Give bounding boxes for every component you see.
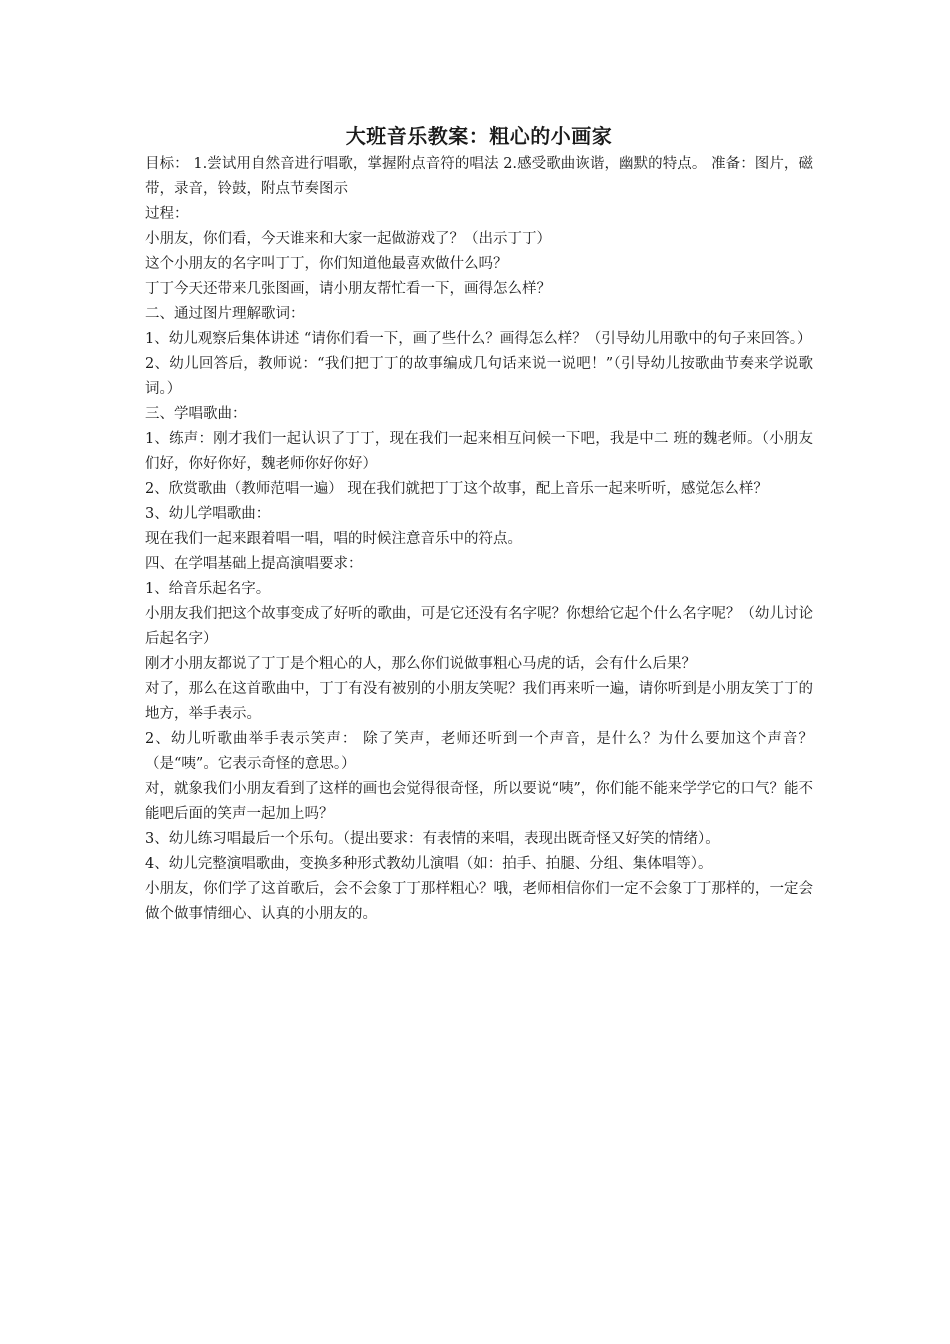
paragraph: 刚才小朋友都说了丁丁是个粗心的人，那么你们说做事粗心马虎的话，会有什么后果？ bbox=[145, 656, 696, 672]
paragraph-process-heading: 过程： bbox=[145, 206, 189, 222]
paragraph: 1、练声：刚才我们一起认识了丁丁，现在我们一起来相互问候一下吧，我是中二 班的魏老师。（小朋友们好，你好你好，魏老师你好你好） bbox=[145, 431, 813, 472]
paragraph: 1、给音乐起名字。 bbox=[145, 581, 271, 597]
paragraph: 4、幼儿完整演唱歌曲，变换多种形式教幼儿演唱（如：拍手、拍腿、分组、集体唱等）。 bbox=[145, 856, 713, 872]
paragraph: 2、幼儿回答后，教师说：“我们把丁丁的故事编成几句话来说一说吧！”（引导幼儿按歌曲节奏来学说歌词。） bbox=[145, 356, 813, 397]
paragraph: 3、幼儿练习唱最后一个乐句。（提出要求：有表情的来唱，表现出既奇怪又好笑的情绪）。 bbox=[145, 831, 720, 847]
paragraph: 3、幼儿学唱歌曲： bbox=[145, 506, 271, 522]
section-heading-4: 四、在学唱基础上提高演唱要求： bbox=[145, 556, 363, 572]
section-heading-2: 二、通过图片理解歌词： bbox=[145, 306, 305, 322]
paragraph-closing: 小朋友，你们学了这首歌后，会不会象丁丁那样粗心？哦，老师相信你们一定不会象丁丁那样的，一定会做个做事情细心、认真的小朋友的。 bbox=[145, 881, 813, 922]
section-heading-3: 三、学唱歌曲： bbox=[145, 406, 247, 422]
paragraph: 小朋友我们把这个故事变成了好听的歌曲，可是它还没有名字呢？你想给它起个什么名字呢？（幼儿讨论后起名字） bbox=[145, 606, 813, 647]
paragraph: 小朋友，你们看，今天谁来和大家一起做游戏了？（出示丁丁） bbox=[145, 231, 551, 247]
paragraph: 这个小朋友的名字叫丁丁，你们知道他最喜欢做什么吗？ bbox=[145, 256, 508, 272]
paragraph: 丁丁今天还带来几张图画，请小朋友帮忙看一下，画得怎么样？ bbox=[145, 281, 551, 297]
paragraph: 2、欣赏歌曲（教师范唱一遍） 现在我们就把丁丁这个故事，配上音乐一起来听听，感觉怎么样？ bbox=[145, 481, 768, 497]
document-title: 大班音乐教案：粗心的小画家 bbox=[345, 124, 613, 148]
paragraph-goals: 目标： 1.尝试用自然音进行唱歌，掌握附点音符的唱法 2.感受歌曲诙谐，幽默的特点。 准备：图片，磁带，录音，铃鼓，附点节奏图示 bbox=[145, 156, 813, 197]
paragraph: 对了，那么在这首歌曲中，丁丁有没有被别的小朋友笑呢？我们再来听一遍，请你听到是小朋友笑丁丁的地方，举手表示。 bbox=[145, 681, 813, 722]
paragraph: 现在我们一起来跟着唱一唱，唱的时候注意音乐中的符点。 bbox=[145, 531, 522, 547]
document-body bbox=[145, 122, 813, 927]
paragraph: 1、幼儿观察后集体讲述 “请你们看一下，画了些什么？画得怎么样？（引导幼儿用歌中的句子来回答。） bbox=[145, 331, 812, 347]
paragraph: 对，就象我们小朋友看到了这样的画也会觉得很奇怪，所以要说“咦”，你们能不能来学学它的口气？能不能吧后面的笑声一起加上吗？ bbox=[145, 781, 813, 822]
paragraph: 2、幼儿听歌曲举手表示笑声： 除了笑声，老师还听到一个声音，是什么？为什么要加这个声音？（是“咦”。它表示奇怪的意思。） bbox=[145, 731, 813, 772]
